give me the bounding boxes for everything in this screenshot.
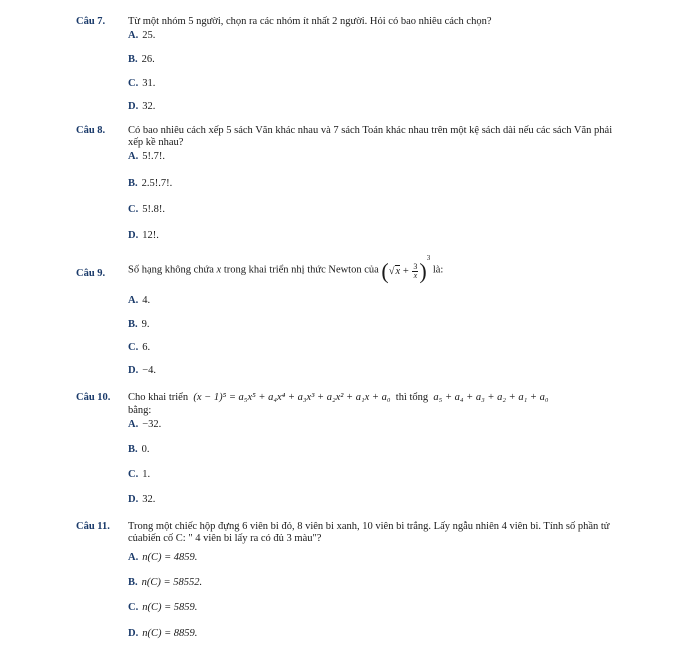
q10-option-b[interactable]: B. 0.	[128, 444, 150, 455]
q9-option-c[interactable]: C. 6.	[128, 342, 151, 353]
binomial-formula: (√x + $\frac{3}{x}$ )$^3$	[381, 254, 431, 284]
question-10-text-cont: bằng:	[128, 405, 152, 416]
question-10-text: Cho khai triển (x − 1)⁵ = a₅x⁵ + a₄x⁴ + a₃x³ + a₂x² + a₁x + a₀ thì tổng a₅ + a₄ + a₃ + a₂ + a₁ + a₀	[128, 392, 549, 403]
q11-option-a[interactable]: A. n(C) = 4859.	[128, 552, 198, 563]
q7-option-c[interactable]: C. 31.	[128, 78, 156, 89]
question-7-text: Từ một nhóm 5 người, chọn ra các nhóm ít nhất 2 người. Hỏi có bao nhiêu cách chọn?	[128, 16, 492, 27]
q9-option-d[interactable]: D. −4.	[128, 365, 157, 376]
q10-option-d[interactable]: D. 32.	[128, 494, 156, 505]
question-7-label: Câu 7.	[76, 16, 106, 27]
q9-option-a[interactable]: A. 4.	[128, 295, 151, 306]
question-11-text: Trong một chiếc hộp đựng 6 viên bi đỏ, 8 viên bi xanh, 10 viên bi trắng. Lấy ngẫu nhiên 4 viên bi. Tính số phần tử củabiến cố C: " 4 viên bi lấy ra có đủ 3 màu"?	[128, 521, 610, 545]
q9-option-b[interactable]: B. 9.	[128, 319, 150, 330]
q8-option-b[interactable]: B. 2.5!.7!.	[128, 178, 173, 189]
q11-option-b[interactable]: B. n(C) = 58552.	[128, 577, 203, 588]
q8-option-c[interactable]: C. 5!.8!.	[128, 204, 165, 215]
question-10-label: Câu 10.	[76, 392, 111, 403]
q7-option-b[interactable]: B. 26.	[128, 54, 155, 65]
q10-option-c[interactable]: C. 1.	[128, 469, 151, 480]
question-8-text: Có bao nhiêu cách xếp 5 sách Văn khác nhau và 7 sách Toán khác nhau trên một kệ sách dài nếu các sách Văn phải xếp kề nhau?	[128, 125, 613, 149]
question-8-label: Câu 8.	[76, 125, 106, 136]
question-9-text: Số hạng không chứa x trong khai triển nhị thức Newton của (√x + $\frac{3}{x}$ )$^3$ là:	[128, 254, 444, 284]
q8-option-d[interactable]: D. 12!.	[128, 230, 159, 241]
question-9	[76, 254, 643, 298]
question-11-label: Câu 11.	[76, 521, 110, 532]
q7-option-d[interactable]: D. 32.	[128, 101, 156, 112]
q11-option-c[interactable]: C. n(C) = 5859.	[128, 602, 198, 613]
q8-option-a[interactable]: A. 5!.7!.	[128, 151, 165, 162]
q10-option-a[interactable]: A. −32.	[128, 419, 162, 430]
sum-formula: a₅ + a₄ + a₃ + a₂ + a₁ + a₀	[433, 392, 549, 403]
expansion-formula: (x − 1)⁵ = a₅x⁵ + a₄x⁴ + a₃x³ + a₂x² + a₁x + a₀	[193, 392, 391, 403]
question-9-label: Câu 9.	[76, 268, 106, 279]
q7-option-a[interactable]: A. 25.	[128, 30, 156, 41]
q11-option-d[interactable]: D. n(C) = 8859.	[128, 628, 198, 639]
